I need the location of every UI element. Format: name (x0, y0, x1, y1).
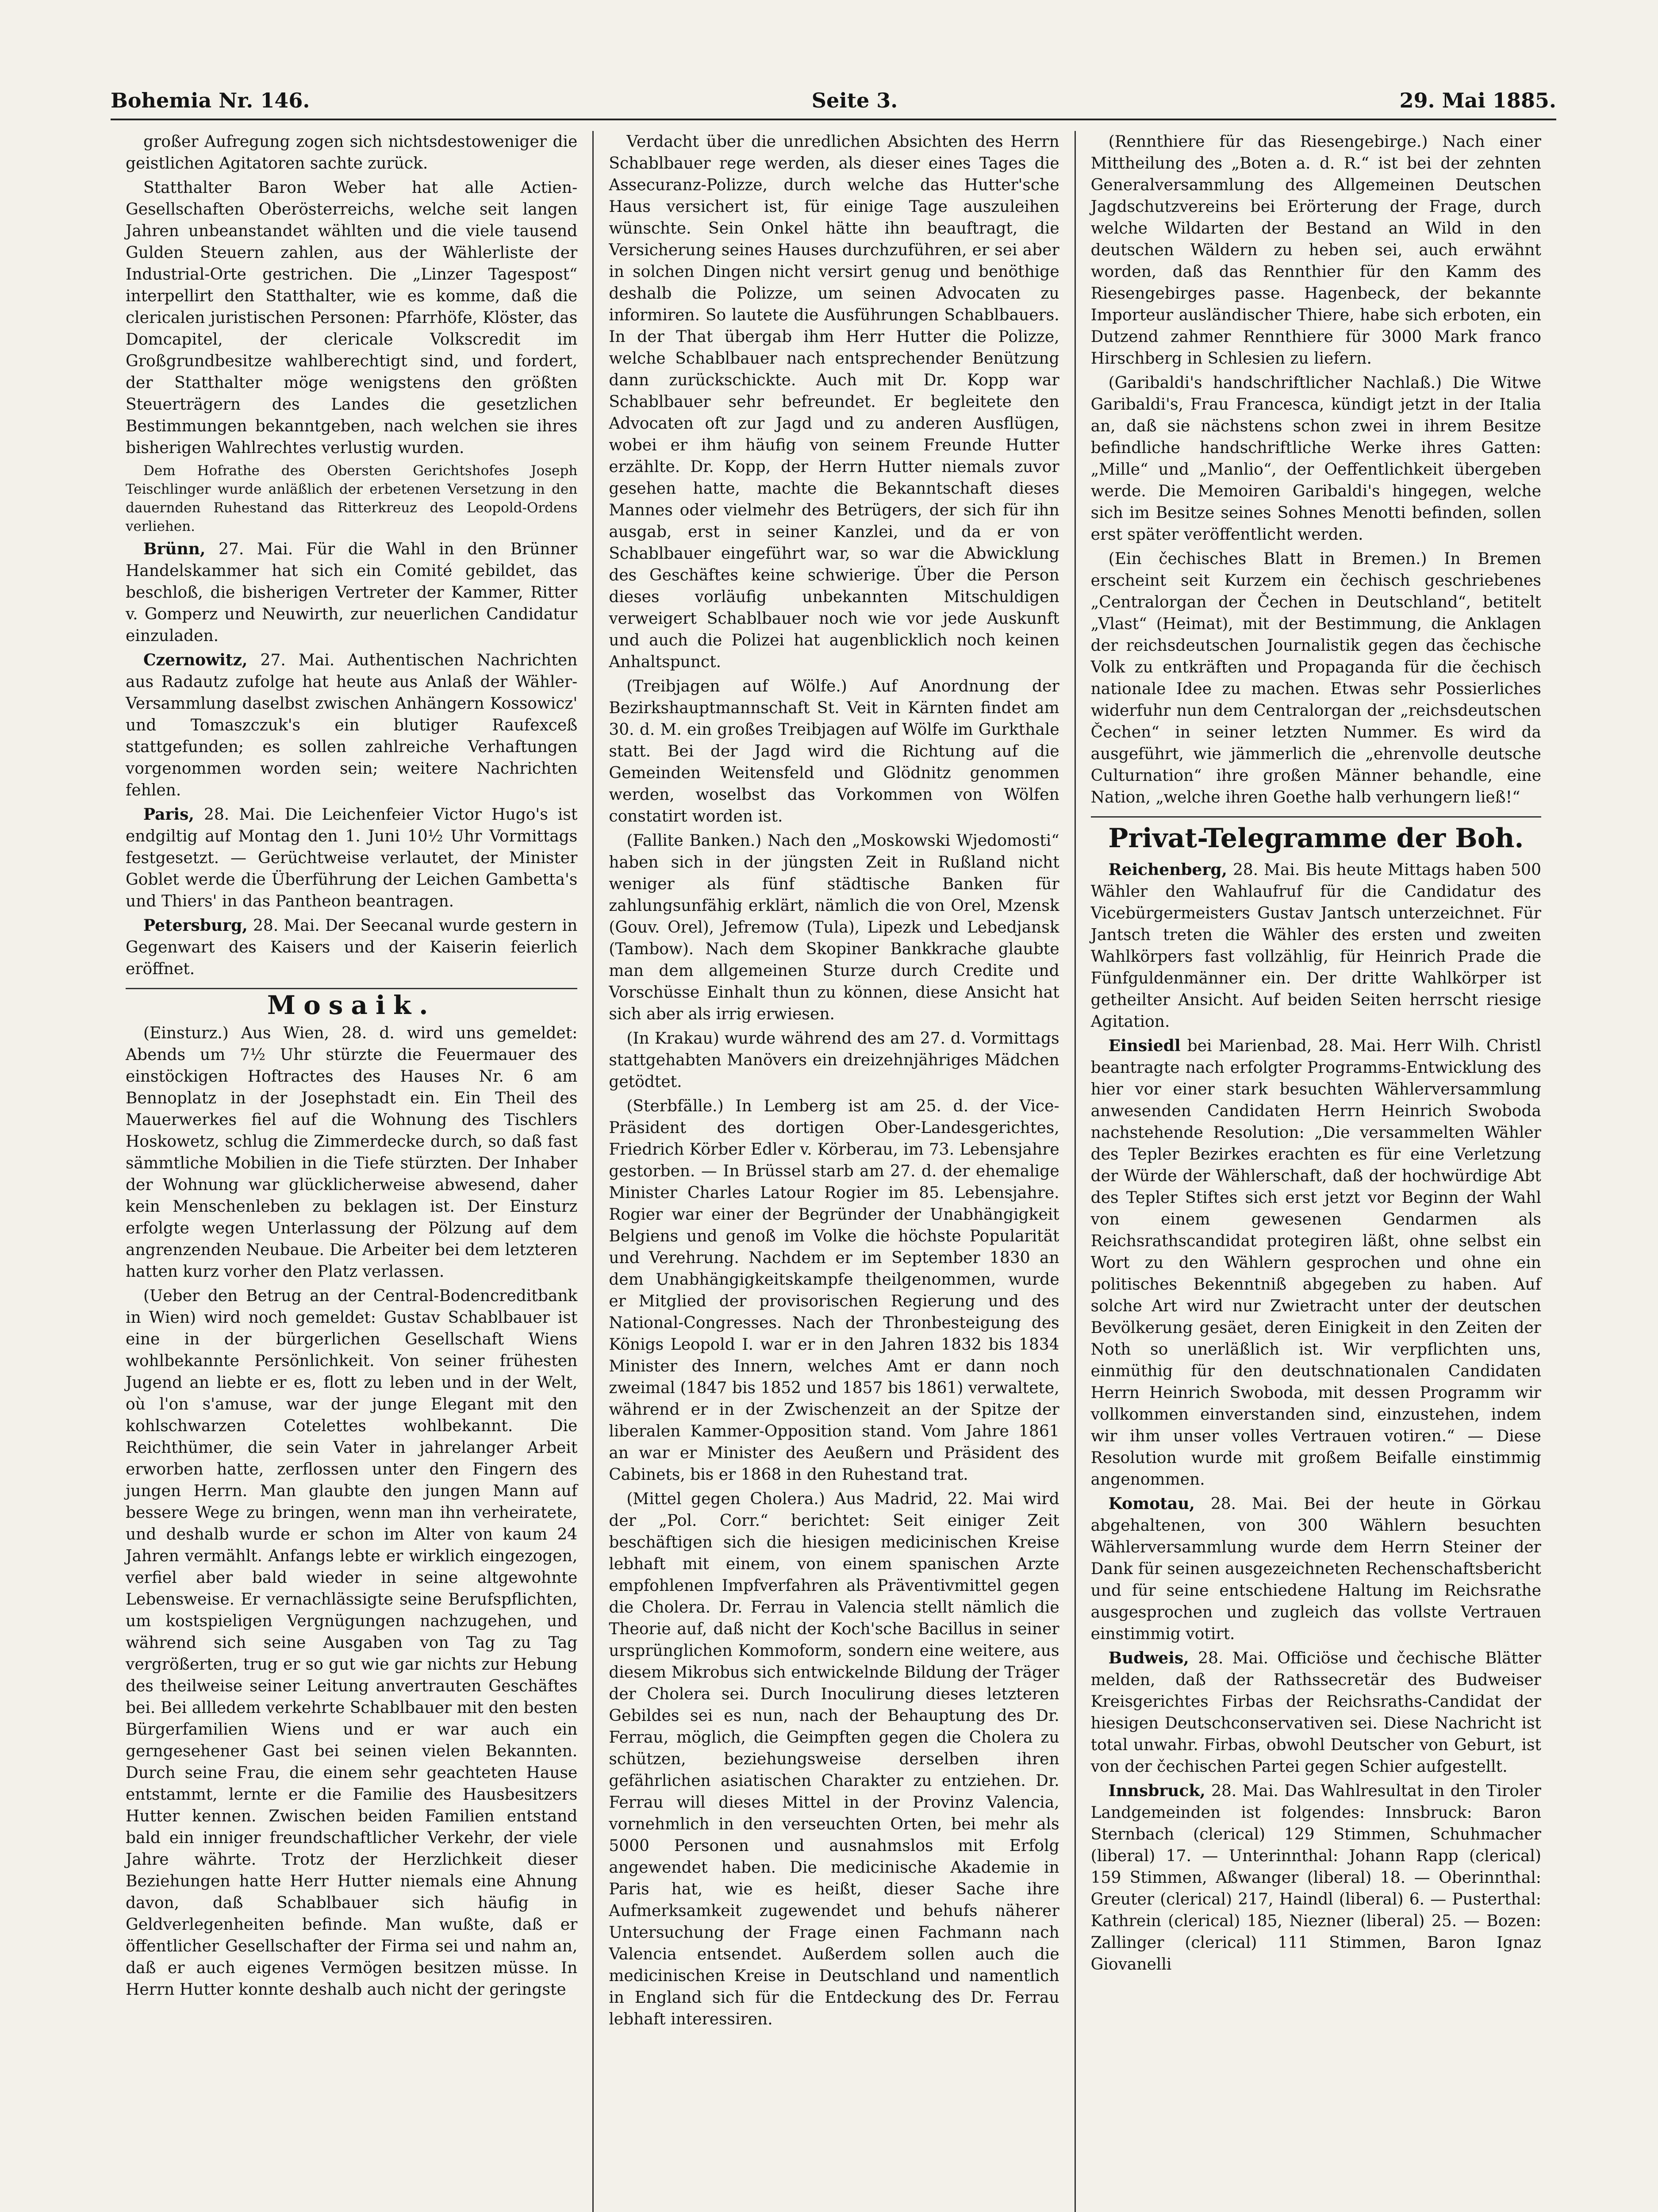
column-2 (592, 131, 1074, 2212)
page-header (111, 88, 1556, 119)
dateline-place: Komotau, (1108, 1494, 1195, 1513)
dateline-place: Czernowitz, (143, 651, 248, 669)
mosaik-item: (Sterbfälle.) In Lemberg ist am 25. d. der Vice-Präsident des dortigen Ober-Landesgerichtes, Friedrich Körber Edler v. Körberau, im 73. Lebensjahre gestorben. — In Brüssel starb am 27. d. der ehemalige Minister Charles Latour Rogier im 85. Lebensjahre. Rogier war einer der Begründer der Unabhängigkeit Belgiens und genoß im Volke die höchste Popularität und Verehrung. Nachdem er im September 1830 an dem Unabhängigkeitskampfe theilgenommen, wurde er Mitglied der provisorischen Regierung und des National-Congresses. Nach der Thronbesteigung des Königs Leopold I. war er in den Jahren 1832 bis 1834 Minister des Innern, welches Amt er dann noch zweimal (1847 bis 1852 und 1857 bis 1861) verwaltete, während er in der Zwischenzeit an der Spitze der liberalen Kammer-Opposition stand. Vom Jahre 1861 an war er Minister des Aeußern und Präsident des Cabinets, bis er 1868 in den Ruhestand trat. (609, 1097, 1059, 1484)
telegram-item (1091, 1647, 1541, 1778)
telegram-item (1091, 1035, 1541, 1490)
dateline-place: Einsiedl (1108, 1037, 1181, 1055)
dateline-place: Petersburg, (143, 916, 248, 935)
article-paragraph: Statthalter Baron Weber hat alle Actien-Gesellschaften Oberösterreichs, welche seit langen Jahren unbeanstandet wählten und die viele tausend Gulden Steuern zahlen, aus der Wählerliste der Industrial-Orte gestrichen. Die „Linzer Tagespost“ interpellirt den Statthalter, wie es komme, daß die clericalen juristischen Personen: Pfarrhöfe, Klöster, das Domcapitel, der clericale Volkscredit im Großgrundbesitze wahlberechtigt sind, und fordert, der Statthalter möge wenigstens den größten Steuerträgern des Landes die gesetzlichen Bestimmungen bekanntgeben, nach welchen sie ihres bisherigen Wahlrechtes verlustig wurden. (126, 179, 578, 457)
telegram-text: 28. Mai. Bis heute Mittags haben 500 Wähler den Wahlaufruf für die Candidatur des Vicebürgermeisters Gustav Jantsch unterzeichnet. Für Jantsch treten die Wähler des ersten und zweiten Wahlkörpers fast vollzählig, für Heinrich Prade die Fünfguldenmänner ein. Der dritte Wahlkörper ist getheilter Ansicht. Auf beiden Seiten herrscht riesige Agitation. (1090, 861, 1541, 1031)
mosaik-item: (Treibjagen auf Wölfe.) Auf Anordnung der Bezirkshauptmannschaft St. Veit in Kärnten findet am 30. d. M. ein großes Treibjagen auf Wölfe im Gurkthale statt. Bei der Jagd wird die Richtung auf die Gemeinden Weitensfeld und Glödnitz genommen werden, woselbst das Vorkommen von Wölfen constatirt worden ist. (609, 677, 1059, 826)
header-issue: Bohemia Nr. 146. (111, 88, 310, 112)
dateline-place: Paris, (143, 805, 194, 824)
article-paragraph: großer Aufregung zogen sich nichtsdestoweniger die geistlichen Agitatoren sachte zurück. (126, 133, 578, 173)
news-item (126, 915, 577, 980)
telegram-text: bei Marienbad, 28. Mai. Herr Wilh. Christl beantragte nach erfolgter Programms-Entwicklung des hier vor einer stark besuchten Wählerversammlung anwesenden Candidaten Herrn Heinrich Swoboda nachstehende Resolution: „Die versammelten Wähler des Tepler Bezirkes erachten es für eine Verletzung der Würde der Wählerschaft, daß der hochwürdige Abt des Tepler Stiftes sich erst jetzt vor Beginn der Wahl von einem gewesenen Gendarmen als Reichsrathscandidat protegiren läßt, ohne selbst ein Wort zu den Wählern gesprochen und ohne ein politisches Bekenntniß abgegeben zu haben. Auf solche Art wird nur Zwietracht unter der deutschen Bevölkerung gesäet, deren Einigkeit in den Zeiten der Noth so unerläßlich ist. Wir verpflichten uns, einmüthig für den deutschnationalen Candidaten Herrn Heinrich Swoboda, mit dessen Programm wir vollkommen einverstanden sind, einzustehen, indem wir ihm unser volles Vertrauen votiren.“ — Diese Resolution wurde mit großem Beifalle einstimmig angenommen. (1090, 1037, 1541, 1489)
section-divider (1091, 816, 1541, 818)
mosaik-item: (Fallite Banken.) Nach den „Moskowski Wjedomosti“ haben sich in der jüngsten Zeit in Rußland nicht weniger als fünf städtische Banken für zahlungsunfähig erklärt, nämlich die von Orel, Mzensk (Gouv. Orel), Jefremow (Tula), Lipezk und Lebedjansk (Tambow). Nach dem Skopiner Bankkrache glaubte man dem allgemeinen Sturze durch Credite und Vorschüsse Einhalt thun zu können, diese Ansicht hat sich aber als irrig erwiesen. (609, 832, 1059, 1023)
news-item (126, 804, 577, 912)
telegram-text: 28. Mai. Das Wahlresultat in den Tiroler Landgemeinden ist folgendes: Innsbruck: Baron Sternbach (clerical) 129 Stimmen, Schuhmacher (liberal) 17. — Unterinnthal: Johann Rapp (clerical) 159 Stimmen, Aßwanger (liberal) 18. — Oberinnthal: Greuter (clerical) 217, Haindl (liberal) 6. — Pusterthal: Kathrein (clerical) 185, Niezner (liberal) 25. — Bozen: Zallinger (clerical) 111 Stimmen, Baron Ignaz Giovanelli (1090, 1782, 1541, 1974)
telegram-item (1091, 1780, 1541, 1975)
mosaik-item: (Ein čechisches Blatt in Bremen.) In Bremen erscheint seit Kurzem ein čechisch geschriebenes „Centralorgan der Čechen in Deutschland“, betitelt „Vlast“ (Heimat), mit der Bestimmung, die Anklagen der reichsdeutschen Journalistik gegen das čechische Volk zu entkräften und Propaganda für die čechisch nationale Idee zu machen. Etwas sehr Possierliches widerfuhr nun dem Centralorgan der „reichsdeutschen Čechen“ in seiner letzten Nummer. Es wird da ausgeführt, wie jämmerlich die „ehrenvolle deutsche Culturnation“ ihre großen Männer behandle, eine Nation, „welche ihren Goethe halb verhungern ließ!“ (1090, 550, 1541, 806)
telegram-item (1091, 859, 1541, 1033)
section-divider (126, 988, 577, 989)
column-1 (111, 131, 592, 2212)
news-text: 28. Mai. Die Leichenfeier Victor Hugo's ist endgiltig auf Montag den 1. Juni 10½ Uhr Vormittags festgesetzt. — Gerüchtweise verlautet, der Minister Goblet werde die Überführung der Leichen Gambetta's und Thiers' in das Pantheon beantragen. (126, 806, 578, 910)
news-text: 28. Mai. Der Seecanal wurde gestern in Gegenwart des Kaisers und der Kaiserin feierlich eröffnet. (126, 917, 578, 978)
header-date: 29. Mai 1885. (1399, 88, 1556, 112)
dateline-place: Budweis, (1108, 1649, 1189, 1667)
news-text: 27. Mai. Authentischen Nachrichten aus Radautz zufolge hat heute aus Anlaß der Wähler-Versammlung daselbst zwischen Anhängern Kossowicz' und Tomaszczuk's ein blutiger Raufexceß stattgefunden; es sollen zahlreiche Verhaftungen vorgenommen worden sein; weitere Nachrichten fehlen. (126, 651, 578, 799)
telegram-text: 28. Mai. Bei der heute in Görkau abgehaltenen, von 300 Wählern besuchten Wählerversammlung wurde dem Herrn Steiner der Dank für seinen ausgezeichneten Rechenschaftsbericht und für seine entschiedene Haltung im Reichsrathe ausgesprochen und zugleich das vollste Vertrauen einstimmig votirt. (1090, 1495, 1541, 1643)
mosaik-item: (Ueber den Betrug an der Central-Bodencreditbank in Wien) wird noch gemeldet: Gustav Schablbauer ist eine in der bürgerlichen Gesellschaft Wiens wohlbekannte Persönlichkeit. Von seiner frühesten Jugend an liebte er es, flott zu leben und in der Welt, où l'on s'amuse, war der junge Elegant mit den kohlschwarzen Cotelettes wohlbekannt. Die Reichthümer, die sein Vater in jahrelanger Arbeit erworben hatte, zerflossen unter den Fingern des jungen Herrn. Man glaubte den jungen Mann auf bessere Wege zu bringen, wenn man ihn verheiratete, und deshalb wurde er schon im Alter von kaum 24 Jahren vermählt. Anfangs lebte er wirklich eingezogen, verfiel aber bald wieder in seine altgewohnte Lebensweise. Er vernachlässigte seine Berufspflichten, um kostspieligen Vergnügungen nachzugehen, und während sich seine Ausgaben von Tag zu Tag vergrößerten, trug er so gut wie gar nichts zur Hebung des theilweise seiner Leitung anvertrauten Geschäftes bei. Bei allledem verkehrte Schablbauer mit den besten Bürgerfamilien Wiens und er war auch ein gerngesehener Gast bei seinen vielen Bekannten. Durch seine Frau, die einem sehr geachteten Hause entstammt, lernte er die Familie des Hausbesitzers Hutter kennen. Zwischen beiden Familien entstand bald ein inniger freundschaftlicher Verkehr, der viele Jahre währte. Trotz der Herzlichkeit dieser Beziehungen hatte Herr Hutter niemals eine Ahnung davon, daß Schablbauer sich häufig in Geldverlegenheiten befinde. Man wußte, daß er öffentlicher Gesellschafter der Firma sei und nahm an, daß er auch eigenes Vermögen besitzen müsse. In Herrn Hutter konnte deshalb auch nicht der geringste (126, 1287, 578, 1999)
section-title-mosaik: Mosaik. (267, 990, 436, 1020)
dateline-place: Brünn, (143, 540, 206, 558)
mosaik-item: (Garibaldi's handschriftlicher Nachlaß.) Die Witwe Garibaldi's, Frau Francesca, kündigt jetzt in der Italia an, daß sie nächstens schon zwei in ihrem Besitze befindliche handschriftliche Werke ihres Gatten: „Mille“ und „Manlio“, der Oeffentlichkeit übergeben werde. Die Memoiren Garibaldi's hingegen, welche sich im Besitze seines Sohnes Menotti befinden, sollen erst später veröffentlicht werden. (1090, 374, 1541, 544)
news-text: 27. Mai. Für die Wahl in den Brünner Handelskammer hat sich ein Comité gebildet, das beschloß, die bisherigen Vertreter der Kammer, Ritter v. Gomperz und Neuwirth, zur neuerlichen Candidatur einzuladen. (126, 540, 578, 645)
column-3 (1075, 131, 1556, 2212)
mosaik-item: (Mittel gegen Cholera.) Aus Madrid, 22. Mai wird der „Pol. Corr.“ berichtet: Seit einiger Zeit beschäftigen sich die hiesigen medicinischen Kreise lebhaft mit einem, von einem spanischen Arzte empfohlenen Impfverfahren als Präventivmittel gegen die Cholera. Dr. Ferrau in Valencia stellt nämlich die Theorie auf, daß nicht der Koch'sche Bacillus in seiner ursprünglichen Kommoform, sondern eine weitere, aus diesem Mikrobus sich entwickelnde Bildung der Träger der Cholera sei. Durch Inoculirung dieses letzteren Gebildes sei es nun, nach der Behauptung des Dr. Ferrau, möglich, die Geimpften gegen die Cholera zu schützen, beziehungsweise derselben ihren gefährlichen asiatischen Charakter zu entziehen. Dr. Ferrau will dieses Mittel in der Provinz Valencia, vornehmlich in den verseuchten Orten, bei mehr als 5000 Personen und ausnahmslos mit Erfolg angewendet haben. Die medicinische Akademie in Paris hat, wie es heißt, dieser Sache ihre Aufmerksamkeit zugewendet und behufs näherer Untersuchung der Frage einen Fachmann nach Valencia entsendet. Außerdem sollen auch die medicinischen Kreise in Deutschland und namentlich in England sich für die Entdeckung des Dr. Ferrau lebhaft interessiren. (609, 1490, 1059, 2028)
header-rule (111, 119, 1556, 120)
section-title-telegrams: Privat-Telegramme der Boh. (1108, 823, 1524, 854)
article-columns (111, 131, 1556, 2212)
news-item (126, 649, 577, 801)
mosaik-item: (In Krakau) wurde während des am 27. d. Vormittags stattgehabten Manövers ein dreizehnjähriges Mädchen getödtet. (609, 1029, 1059, 1091)
mosaik-item: (Einsturz.) Aus Wien, 28. d. wird uns gemeldet: Abends um 7½ Uhr stürzte die Feuermauer des einstöckigen Hoftractes des Hauses Nr. 6 am Bennoplatz in der Josephstadt ein. Ein Theil des Mauerwerkes fiel auf die Wohnung des Tischlers Hoskowetz, schlug die Zimmerdecke durch, so daß fast sämmtliche Mobilien in die Tiefe stürzten. Der Inhaber der Wohnung war glücklicherweise abwesend, daher kein Menschenleben zu beklagen ist. Der Einsturz erfolgte wegen Unterlassung der Pölzung auf dem angrenzenden Neubaue. Die Arbeiter bei dem letzteren hatten kurz vorher den Platz verlassen. (126, 1024, 578, 1281)
mosaik-item: (Rennthiere für das Riesengebirge.) Nach einer Mittheilung des „Boten a. d. R.“ ist bei der zehnten Generalversammlung des Allgemeinen Deutschen Jagdschutzvereins bei Erörterung der Frage, durch welche Wildarten der Bestand an Wild in den deutschen Wäldern zu heben sei, auch erwähnt worden, daß das Rennthier für den Kamm des Riesengebirges passe. Hagenbeck, der bekannte Importeur ausländischer Thiere, habe sich erboten, ein Dutzend zahmer Rennthiere für 3000 Mark franco Hirschberg in Schlesien zu liefern. (1090, 133, 1541, 368)
article-paragraph: Dem Hofrathe des Obersten Gerichtshofes Joseph Teischlinger wurde anläßlich der erbetenen Versetzung in den dauernden Ruhestand das Ritterkreuz des Leopold-Ordens verliehen. (126, 463, 578, 534)
dateline-place: Reichenberg, (1108, 860, 1228, 879)
dateline-place: Innsbruck, (1108, 1782, 1205, 1800)
mosaik-item: Verdacht über die unredlichen Absichten des Herrn Schablbauer rege werden, als dieser eines Tages die Assecuranz-Polizze, durch welche das Hutter'sche Haus versichert ist, für einige Tage auszuleihen wünschte. Sein Onkel hätte ihn beauftragt, die Versicherung seines Hauses durchzuführen, er sei aber in solchen Dingen nicht versirt genug und benöthige deshalb die Polizze, um seinen Advocaten zu informiren. So lautete die Ausführungen Schablbauers. In der That übergab ihm Herr Hutter die Polizze, welche Schablbauer nach entsprechender Benützung dann zurückschickte. Auch mit Dr. Kopp war Schablbauer sehr befreundet. Er begleitete den Advocaten oft zur Jagd und zu anderen Ausflügen, wobei er ihm häufig von seinem Freunde Hutter erzählte. Dr. Kopp, der Herrn Hutter niemals zuvor gesehen hatte, machte die Bekanntschaft dieses Mannes oder vielmehr des Betrügers, der sich für ihn ausgab, erst in seiner Kanzlei, und da er von Schablbauer eingeführt war, so war die Abwicklung des Geschäftes keine schwierige. Über die Person dieses vorläufig unbekannten Mitschuldigen verweigert Schablbauer noch wie vor jede Auskunft und auch die Polizei hat augenblicklich noch keinen Anhaltspunct. (609, 133, 1059, 671)
news-item (126, 538, 577, 647)
header-page-number: Seite 3. (811, 88, 898, 112)
telegram-item (1091, 1493, 1541, 1645)
telegram-text: 28. Mai. Officiöse und čechische Blätter melden, daß der Rathssecretär des Budweiser Kreisgerichtes Firbas der Reichsraths-Candidat der hiesigen Deutschconservativen sei. Diese Nachricht ist total unwahr. Firbas, obwohl Deutscher von Geburt, ist von der čechischen Partei gegen Schier aufgestellt. (1090, 1649, 1542, 1776)
